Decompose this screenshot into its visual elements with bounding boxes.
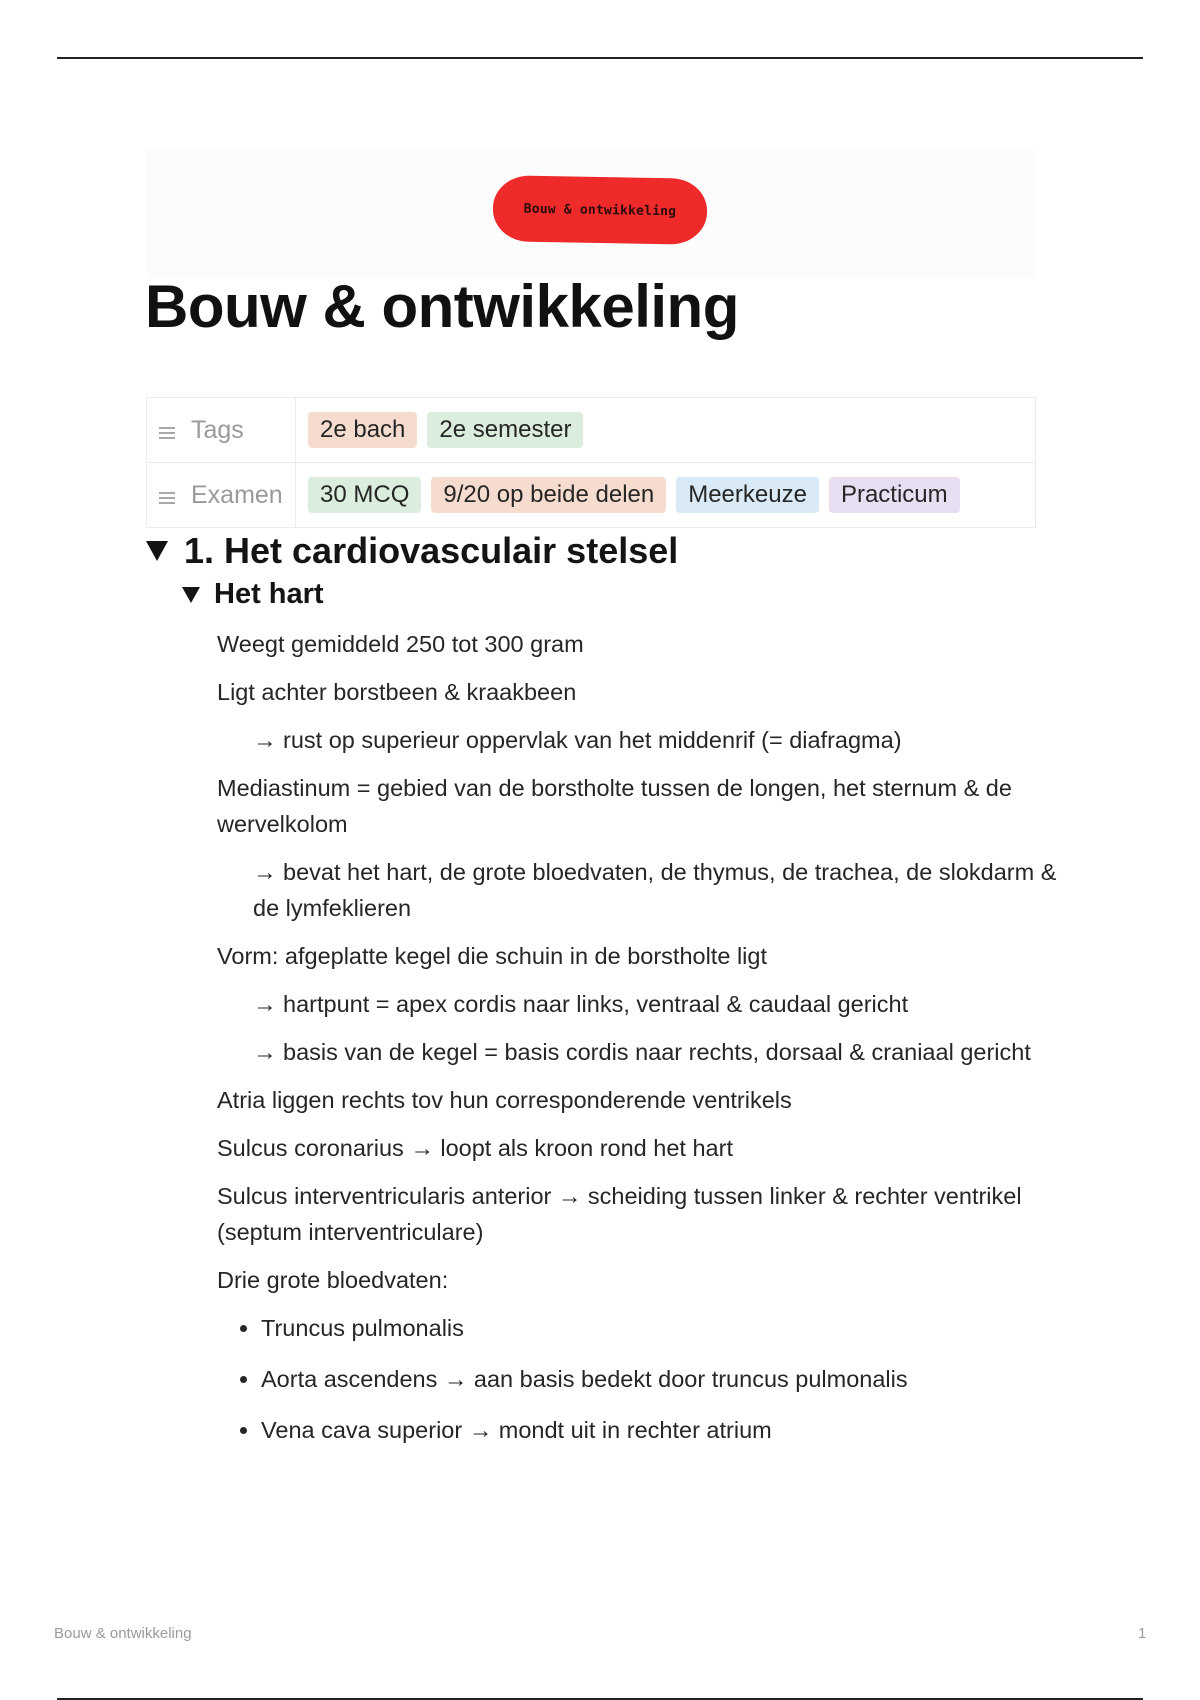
paragraph: Drie grote bloedvaten: [217,1267,449,1293]
list-item: • Vena cava superior → mondt uit in rechter atrium [261,1412,1067,1448]
paragraph-indented: → basis van de kegel = basis cordis naar rechts, dorsaal & craniaal gericht [253,1039,1031,1065]
subsection-heading: Het hart [214,578,324,610]
list-icon [159,489,179,507]
property-row-tags [147,398,1036,463]
tag-2e-bach: 2e bach [308,412,417,448]
paragraph: Sulcus coronarius → loopt als kroon rond het hart [217,1135,733,1161]
bullet-list [217,1310,1067,1448]
property-row-examen [147,463,1036,528]
property-label: Tags [191,415,244,444]
list-item: • Truncus pulmonalis [261,1310,1067,1346]
property-key-examen [147,463,296,528]
toggle-triangle-icon[interactable] [182,587,200,603]
section-heading-toggle[interactable] [146,530,678,572]
paragraph: Sulcus interventricularis anterior → scheiding tussen linker & rechter ventrikel (septum interventriculare) [217,1183,1022,1245]
section-heading: 1. Het cardiovasculair stelsel [184,530,679,571]
paragraph: Ligt achter borstbeen & kraakbeen [217,679,577,705]
paragraph: Weegt gemiddeld 250 tot 300 gram [217,631,584,657]
paragraph-indented: → hartpunt = apex cordis naar links, ventraal & caudaal gericht [253,991,909,1017]
footer-title: Bouw & ontwikkeling [54,1625,192,1642]
paragraph: Vorm: afgeplatte kegel die schuin in de borstholte ligt [217,943,767,969]
tag-2e-semester: 2e semester [427,412,583,448]
tag-9-20-op-beide-delen: 9/20 op beide delen [431,477,666,513]
property-values-tags[interactable] [296,398,1036,463]
paragraph-indented: → bevat het hart, de grote bloedvaten, de thymus, de trachea, de slokdarm & de lymfeklieren [253,859,1057,921]
properties-table [146,397,1036,528]
tag-meerkeuze: Meerkeuze [676,477,819,513]
tag-practicum: Practicum [829,477,960,513]
footer-page-number: 1 [1138,1625,1147,1642]
subsection-content [217,626,1067,1463]
paragraph-indented: → rust op superieur oppervlak van het middenrif (= diafragma) [253,727,902,753]
paragraph: Mediastinum = gebied van de borstholte tussen de longen, het sternum & de wervelkolom [217,775,1012,837]
tag-30-mcq: 30 MCQ [308,477,421,513]
list-item: • Aorta ascendens → aan basis bedekt door truncus pulmonalis [261,1361,1067,1397]
paragraph: Atria liggen rechts tov hun corresponderende ventrikels [217,1087,792,1113]
cover-badge [492,175,707,245]
toggle-triangle-icon[interactable] [146,541,168,561]
subsection-heading-toggle[interactable] [182,578,324,611]
property-key-tags [147,398,296,463]
list-icon [159,424,179,442]
property-label: Examen [191,480,283,509]
property-values-examen[interactable] [296,463,1036,528]
top-rule [57,57,1143,59]
page-title: Bouw & ontwikkeling [145,273,739,340]
cover-badge-text: Bouw & ontwikkeling [523,201,677,219]
